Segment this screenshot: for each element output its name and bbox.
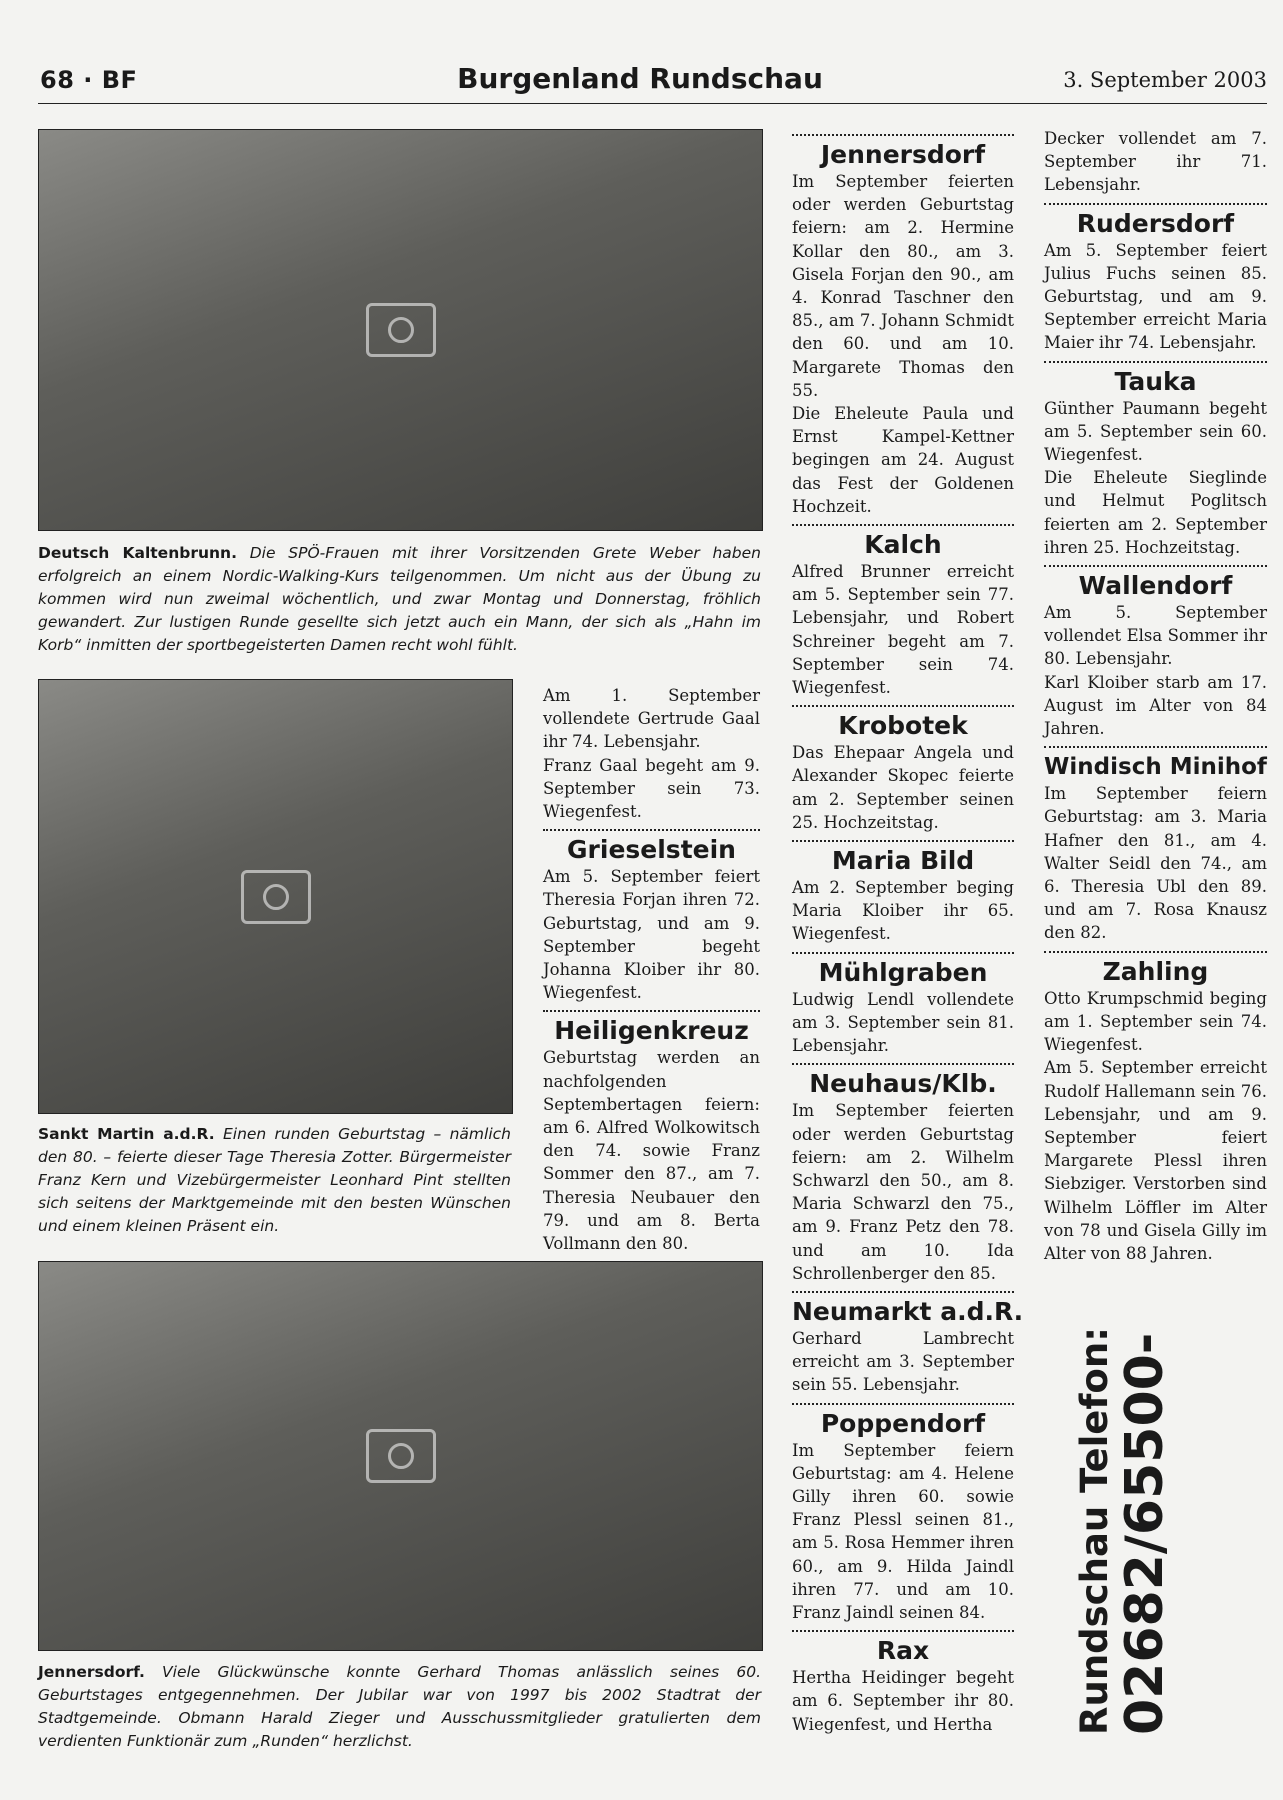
photo-caption (38, 542, 761, 657)
dotted-divider (1044, 951, 1267, 953)
section-title: Wallendorf (1078, 571, 1233, 601)
dotted-divider (792, 952, 1014, 954)
section-title: Kalch (864, 530, 942, 560)
caption-place: Jennersdorf. (38, 1663, 145, 1681)
dotted-divider (792, 1403, 1014, 1405)
section-title: Jennersdorf (820, 140, 986, 169)
section-title: Tauka (1114, 366, 1197, 396)
dotted-divider (1044, 203, 1267, 205)
dotted-divider (792, 1291, 1014, 1293)
notice-paragraph: Im September feiern Geburtstag: am 3. Maria Hafner den 81., am 4. Walter Seidl den 74., am 6. Theresia Ubl den 89. und am 7. Rosa Knausz den 82. (1044, 784, 1267, 943)
dotted-divider (543, 1010, 760, 1012)
notice-paragraph: Gerhard Lambrecht erreicht am 3. September sein 55. Lebensjahr. (792, 1328, 1014, 1395)
dotted-divider (792, 705, 1014, 707)
text-column-1 (543, 684, 760, 1255)
caption-text: Einen runden Geburtstag – nämlich den 80. – feierte dieser Tage Theresia Zotter. Bürgermeister Franz Kern und Vizebürgermeister Leonhard Pint stellten sich seitens der Marktgemeinde mit den besten Wünschen und einem kleinen Präsent ein. (38, 1125, 511, 1235)
header-rule (38, 103, 1267, 104)
notice-paragraph: Geburtstag werden an nachfolgenden Septembertagen feiern: am 6. Alfred Wolkowitsch den 74. sowie Franz Sommer den 87., am 7. Theresia Neubauer den 79. und am 8. Berta Vollmann den 80. (543, 1048, 760, 1254)
notice-paragraph: Alfred Brunner erreicht am 5. September sein 77. Lebensjahr, und Robert Schreiner begeht am 7. September sein 74. Wiegenfest. (792, 562, 1014, 698)
text-column-2 (792, 128, 1024, 1736)
dotted-divider (792, 840, 1014, 842)
notice-paragraph: Günther Paumann begeht am 5. September sein 60. Wiegenfest. (1044, 398, 1267, 465)
notice-paragraph: Hertha Heidinger begeht am 6. September ihr 80. Wiegenfest, und Hertha (792, 1668, 1014, 1734)
section-title: Windisch Minihof (1044, 754, 1267, 781)
notice-paragraph: Otto Krumpschmid beging am 1. September sein 74. Wiegenfest. (1044, 988, 1267, 1055)
notice-paragraph: Im September feierten oder werden Geburtstag feiern: am 2. Wilhelm Schwarzl den 50., am 8. Maria Schwarzl den 75., am 9. Franz Petz den 78. und am 10. Ida Schrollenberger den 85. (792, 1101, 1014, 1283)
dotted-divider (1044, 565, 1267, 567)
notice-paragraph: Im September feiern Geburtstag: am 4. Helene Gilly ihren 60. sowie Franz Plessl seinen 81., am 5. Rosa Hemmer ihren 60., am 9. Hilda Jaindl ihren 77. und am 10. Franz Jaindl seinen 84. (792, 1440, 1014, 1622)
caption-place: Deutsch Kaltenbrunn. (38, 544, 237, 562)
notice-paragraph: Die Eheleute Paula und Ernst Kampel-Kettner begingen am 24. August das Fest der Goldenen Hochzeit. (792, 404, 1014, 516)
section-title: Neumarkt a.d.R. (792, 1296, 1024, 1326)
photo-nordic-walking-group (38, 129, 763, 531)
section-title: Grieselstein (567, 835, 736, 865)
photo-icon (366, 1429, 436, 1483)
dotted-divider (792, 1630, 1014, 1632)
newspaper-title: Burgenland Rundschau (457, 62, 823, 95)
notice-paragraph: Am 5. September feiert Julius Fuchs seinen 85. Geburtstag, und am 9. September erreicht Maria Maier ihr 74. Lebensjahr. (1044, 240, 1267, 353)
section-title: Zahling (1102, 956, 1209, 986)
photo-icon (366, 303, 436, 357)
notice-paragraph: Am 1. September vollendete Gertrude Gaal ihr 74. Lebensjahr. (543, 686, 760, 752)
notice-paragraph: Im September feierten oder werden Geburtstag feiern: am 2. Hermine Kollar den 80., am 3. Gisela Forjan den 90., am 4. Konrad Taschner den 85., am 7. Johann Schmidt den 60. und am 10. Margarete Thomas den 55. (792, 172, 1014, 400)
issue-date: 3. September 2003 (1063, 68, 1267, 92)
section-title: Poppendorf (820, 1408, 986, 1438)
section-title: Maria Bild (831, 846, 975, 876)
caption-text: Viele Glückwünsche konnte Gerhard Thomas anlässlich seines 60. Geburtstages entgegennehmen. Der Jubilar war von 1997 bis 2002 Stadtrat der Stadtgemeinde. Obmann Harald Zieger und Ausschussmitglieder gratulierten dem verdienten Funktionär zum „Runden“ herzlichst. (38, 1663, 761, 1750)
notice-paragraph: Die Eheleute Sieglinde und Helmut Poglitsch feierten am 2. September ihren 25. Hochzeitstag. (1044, 468, 1267, 557)
notice-paragraph: Am 5. September feiert Theresia Forjan ihren 72. Geburtstag, und am 9. September begeht Johanna Kloiber ihr 80. Wiegenfest. (543, 867, 760, 1003)
section-title: Krobotek (838, 711, 968, 741)
caption-place: Sankt Martin a.d.R. (38, 1125, 215, 1143)
section-title: Neuhaus/Klb. (809, 1069, 997, 1099)
photo-birthday-jennersdorf (38, 1261, 763, 1651)
notice-paragraph: Decker vollendet am 7. September ihr 71. Lebensjahr. (1044, 129, 1267, 195)
dotted-divider (1044, 746, 1267, 748)
notice-paragraph: Franz Gaal begeht am 9. September sein 73. Wiegenfest. (543, 755, 760, 822)
notice-paragraph: Am 5. September erreicht Rudolf Hallemann sein 76. Lebensjahr, und am 9. September feiert Margarete Plessl ihren Siebziger. Verstorben sind Wilhelm Löffler im Alter von 78 und Gisela Gilly im Alter von 88 Jahren. (1044, 1058, 1267, 1263)
page-number: 68 · BF (40, 66, 138, 94)
section-title: Mühlgraben (818, 957, 988, 987)
photo-icon (241, 870, 311, 924)
dotted-divider (792, 524, 1014, 526)
section-title: Rax (876, 1636, 930, 1666)
dotted-divider (543, 829, 760, 831)
section-title: Heiligenkreuz (554, 1016, 749, 1046)
dotted-divider (792, 134, 1014, 136)
photo-caption (38, 1661, 761, 1753)
notice-paragraph: Das Ehepaar Angela und Alexander Skopec feierte am 2. September seinen 25. Hochzeitstag. (792, 743, 1014, 832)
dotted-divider (792, 1063, 1014, 1065)
phone-advert-number: 02682/65500- (1115, 1332, 1175, 1735)
caption-text: Die SPÖ-Frauen mit ihrer Vorsitzenden Grete Weber haben erfolgreich an einem Nordic-Walking-Kurs teilgenommen. Um nicht aus der Übung zu kommen wird nun zweimal wöchentlich, und zwar Montag und Donnerstag, fröhlich gewandert. Zur lustigen Runde gesellte sich jetzt auch ein Mann, der sich als „Hahn im Korb“ inmitten der sportbegeisterten Damen recht wohl fühlt. (38, 544, 761, 654)
notice-paragraph: Am 5. September vollendet Elsa Sommer ihr 80. Lebensjahr. (1044, 603, 1267, 669)
phone-advert-label: Rundschau Telefon: (1073, 1327, 1116, 1735)
text-column-3 (1044, 127, 1267, 1265)
dotted-divider (1044, 361, 1267, 363)
notice-paragraph: Am 2. September beging Maria Kloiber ihr 65. Wiegenfest. (792, 878, 1014, 944)
photo-caption (38, 1123, 511, 1238)
photo-birthday-sankt-martin (38, 679, 513, 1114)
notice-paragraph: Karl Kloiber starb am 17. August im Alter von 84 Jahren. (1044, 672, 1267, 739)
phone-advert (1075, 1260, 1175, 1735)
notice-paragraph: Ludwig Lendl vollendete am 3. September sein 81. Lebensjahr. (792, 989, 1014, 1056)
section-title: Rudersdorf (1076, 208, 1235, 238)
